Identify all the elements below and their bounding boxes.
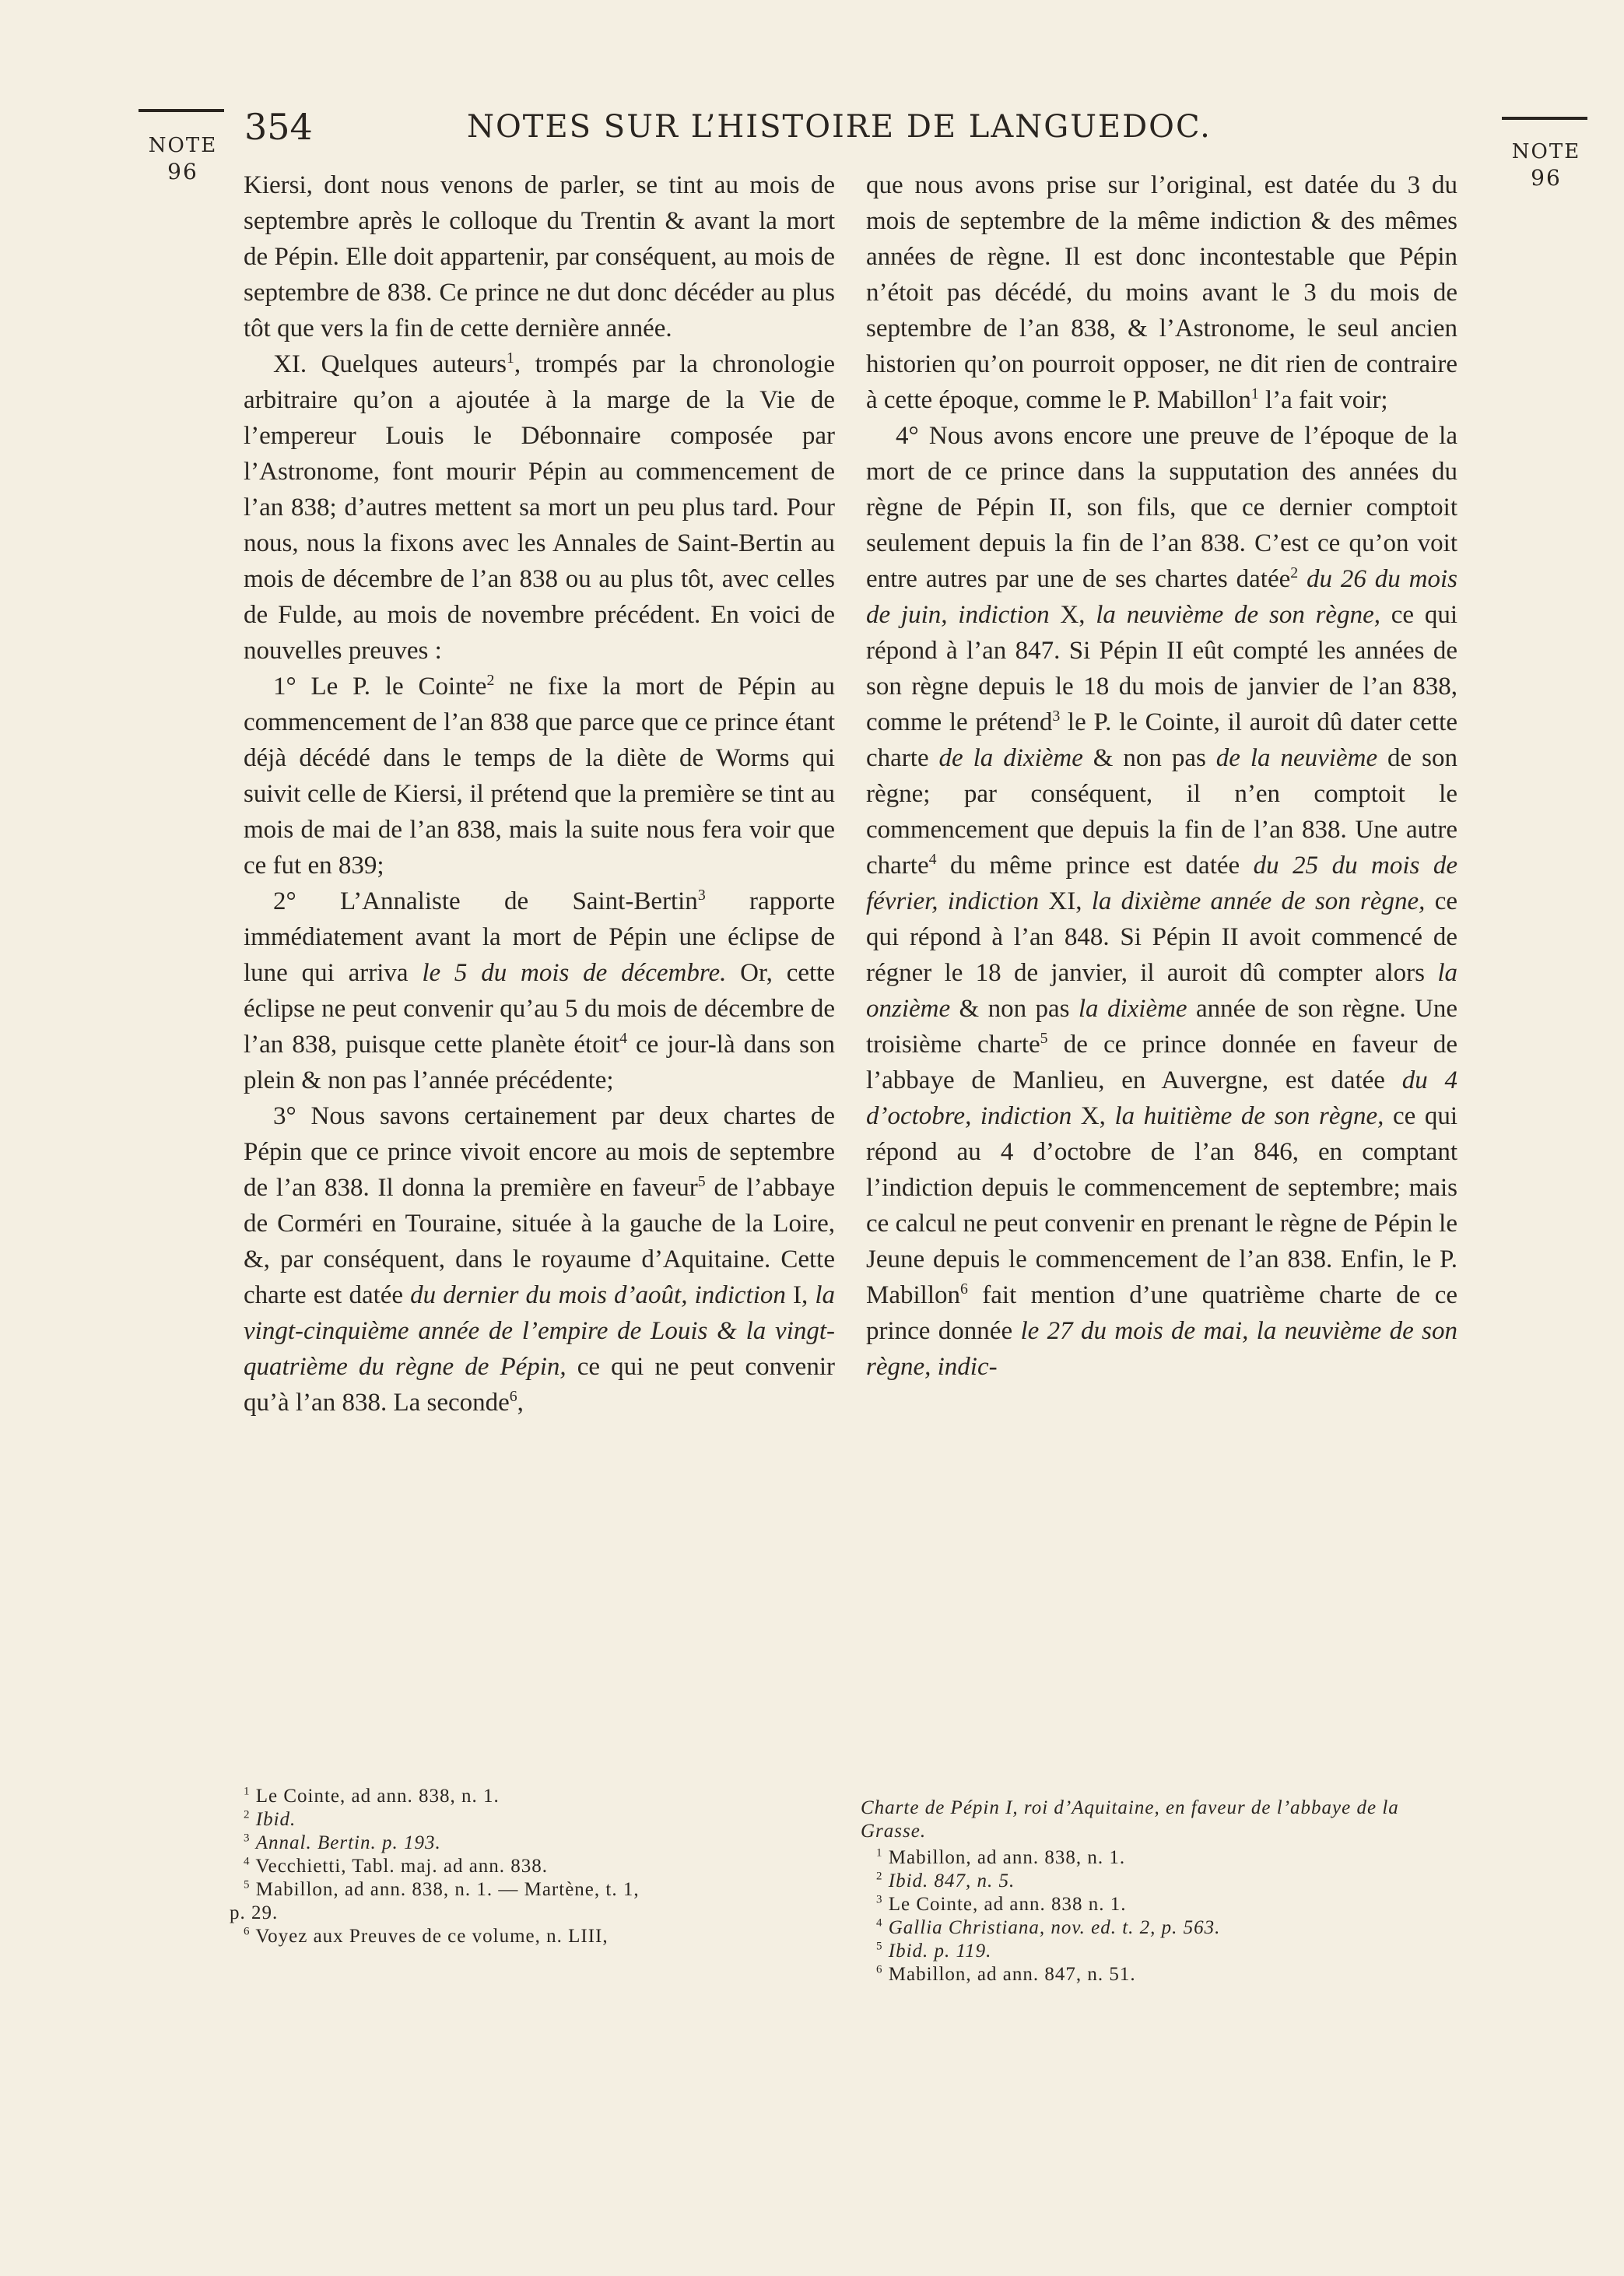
footnote: $^5$ Mabillon, ad ann. 838, n. 1. — Martène, t. 1, bbox=[244, 1878, 640, 1900]
footnote: $^3$ Annal. Bertin. p. 193. bbox=[244, 1832, 441, 1853]
footnote: $^6$ Voyez aux Preuves de ce volume, n. LIII, bbox=[244, 1925, 609, 1947]
note-number-right: 96 bbox=[1531, 165, 1562, 191]
paragraph: 3° Nous savons certainement par deux chartes de Pépin que ce prince vivoit encore au mois de septembre de l’an 838. Il donna la première en faveur$^5$ de l’abbaye de Corméri en Touraine, située à la gauche de la Loire, &, par conséquent, dans le royaume d’Aquitaine. Cette charte est datée du dernier du mois d’août, indiction I, la vingt-cinquième année de l’empire de Louis & la vingt-quatrième du règne de Pépin, ce qui ne peut convenir qu’à l’an 838. La seconde$^6$, bbox=[244, 1102, 836, 1417]
footnote: $^2$ Ibid. 847, n. 5. bbox=[876, 1870, 1015, 1891]
paragraph: 4° Nous avons encore une preuve de l’époque de la mort de ce prince dans la supputation des années du règne de Pépin II, son fils, que ce dernier comptoit seulement depuis la fin de l’an 838. C’est ce qu’on voit entre autres par une de ses chartes datée$^2$ du 26 du mois de juin, indiction X, la neuvième de son règne, ce qui répond à l’an 847. Si Pépin II eût compté les années de son règne depuis le 18 du mois de janvier de l’an 838, comme le prétend$^3$ le P. le Cointe, il auroit dû dater cette charte de la dixième & non pas de la neuvième de son règne; par conséquent, il n’en comptoit le commencement que depuis la fin de l’an 838. Une autre charte$^4$ du même prince est datée du 25 du mois de février, indiction XI, la dixième année de son règne, ce qui répond à l’an 848. Si Pépin II avoit commencé de régner le 18 de janvier, il auroit dû compter alors la onzième & non pas la dixième année de son règne. Une troisième charte$^5$ de ce prince donnée en faveur de l’abbaye de Manlieu, en Auvergne, est datée du 4 d’octobre, indiction X, la huitième de son règne, ce qui répond au 4 d’octobre de l’an 846, en comptant l’indiction depuis le commencement de septembre; mais ce calcul ne peut convenir en prenant le règne de Pépin le Jeune depuis le commencement de l’an 838. Enfin, le P. Mabillon$^6$ fait mention d’une quatrième charte de ce prince donnée le 27 du mois de mai, la neuvième de son règne, indic- bbox=[866, 422, 1458, 1381]
page-number: 354 bbox=[244, 106, 313, 148]
paragraph: 1° Le P. le Cointe$^2$ ne fixe la mort de Pépin au commencement de l’an 838 que parce que ce prince étant déjà décédé dans le temps de la diète de Worms qui suivit celle de Kiersi, il prétend que la première se tint au mois de mai de l’an 838, mais la suite nous fera voir que ce fut en 839; bbox=[244, 672, 835, 880]
footnote-caption: Charte de Pépin I, roi d’Aquitaine, en faveur de l’abbaye de la Grasse. bbox=[861, 1797, 1399, 1842]
running-title: NOTES SUR L’HISTOIRE DE LANGUEDOC. bbox=[467, 109, 1212, 145]
paragraph: XI. Quelques auteurs$^1$, trompés par la chronologie arbitraire qu’on a ajoutée à la marge de la Vie de l’empereur Louis le Débonnaire composée par l’Astronome, font mourir Pépin au commencement de l’an 838; d’autres mettent sa mort un peu plus tard. Pour nous, nous la fixons avec les Annales de Saint-Bertin au mois de décembre de l’an 838 ou au plus tôt, avec celles de Fulde, au mois de novembre précédent. En voici de nouvelles preuves : bbox=[244, 349, 835, 665]
footnote: $^1$ Le Cointe, ad ann. 838, n. 1. bbox=[244, 1785, 500, 1807]
footnote: $^1$ Mabillon, ad ann. 838, n. 1. bbox=[876, 1846, 1126, 1868]
footnote: $^2$ Ibid. bbox=[244, 1808, 296, 1830]
footnote: $^3$ Le Cointe, ad ann. 838 n. 1. bbox=[876, 1893, 1127, 1915]
right-column bbox=[866, 167, 1457, 1385]
left-column bbox=[244, 167, 835, 1421]
note-label-right-text: NOTE bbox=[1511, 140, 1581, 163]
paragraph: 2° L’Annaliste de Saint-Bertin$^3$ rapporte immédiatement avant la mort de Pépin une éclipse de lune qui arriva le 5 du mois de décembre. Or, cette éclipse ne peut convenir qu’au 5 du mois de décembre de l’an 838, puisque cette planète étoit$^4$ ce jour-là dans son plein & non pas l’année précédente; bbox=[244, 887, 835, 1094]
footnote: $^4$ Gallia Christiana, nov. ed. t. 2, p. 563. bbox=[876, 1916, 1221, 1938]
footnote: $^5$ Ibid. p. 119. bbox=[876, 1940, 992, 1962]
footnotes-right bbox=[861, 1797, 1468, 1986]
footnote: $^4$ Vecchietti, Tabl. maj. ad ann. 838. bbox=[244, 1855, 549, 1877]
footnote: $^6$ Mabillon, ad ann. 847, n. 51. bbox=[876, 1963, 1136, 1985]
note-label-left-text: NOTE bbox=[148, 134, 218, 157]
note-number-left: 96 bbox=[167, 159, 198, 184]
footnote: p. 29. bbox=[230, 1902, 279, 1923]
paragraph: Kiersi, dont nous venons de parler, se tint au mois de septembre après le colloque du Trentin & avant la mort de Pépin. Elle doit appartenir, par conséquent, au mois de septembre de 838. Ce prince ne dut donc décéder au plus tôt que vers la fin de cette dernière année. bbox=[244, 171, 835, 342]
footnotes-left bbox=[230, 1785, 835, 1948]
note-label-right bbox=[1503, 139, 1589, 191]
right-margin-rule bbox=[1502, 117, 1587, 120]
note-label-left bbox=[140, 132, 226, 185]
paragraph: que nous avons prise sur l’original, est datée du 3 du mois de septembre de la même indiction & des mêmes années de règne. Il est donc incontestable que Pépin n’étoit pas décédé, du moins avant le 3 du mois de septembre de l’an 838, & l’Astronome, le seul ancien historien qu’on pourroit opposer, ne dit rien de contraire à cette époque, comme le P. Mabillon$^1$ l’a fait voir; bbox=[866, 171, 1457, 414]
left-margin-rule bbox=[139, 109, 224, 112]
